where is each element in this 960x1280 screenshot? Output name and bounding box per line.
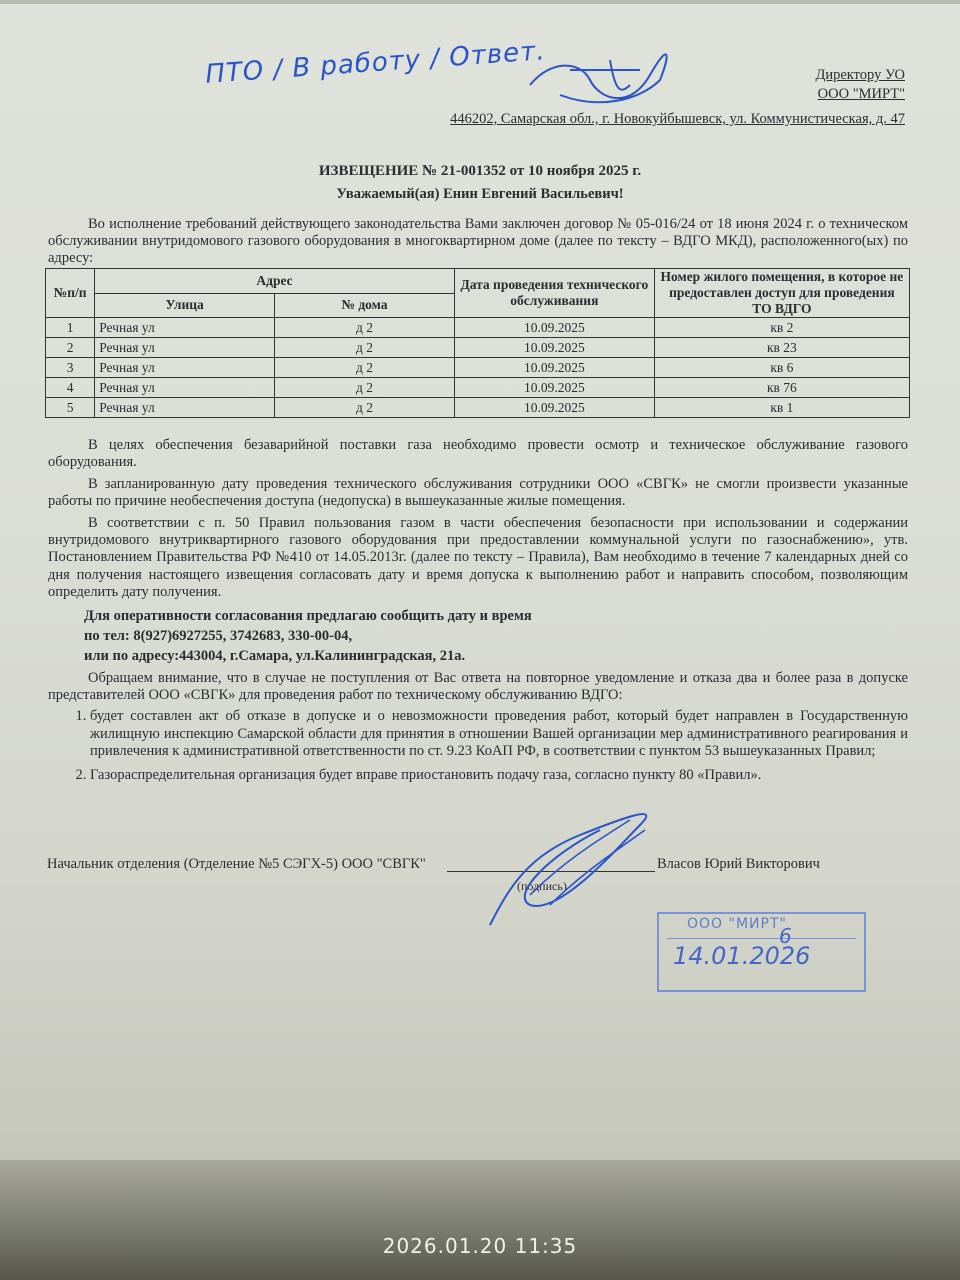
- table-header-house: № дома: [275, 293, 455, 318]
- addressee-block: [450, 66, 905, 129]
- signature-scribble: [470, 795, 680, 935]
- signer-name: Власов Юрий Викторович: [657, 856, 820, 872]
- intro-paragraph: Во исполнение требований действующего законодательства Вами заключен договор № 05-016/24 от 18 июня 2024 г. о техническом обслуживании внутридомового газового оборудования в многоквартирном доме (далее по тексту – ВДГО МКД), расположенного(ых) по адресу:: [48, 216, 908, 266]
- notice-title: ИЗВЕЩЕНИЕ № 21-001352 от 10 ноября 2025 г.: [318, 163, 642, 179]
- table-row: [46, 378, 910, 398]
- contact-phones: по тел: 8(927)6927255, 3742683, 330-00-04,: [84, 627, 353, 644]
- table-header-date: Дата проведения технического обслуживания: [454, 269, 654, 318]
- handwritten-resolution: ПТО / В работу / Ответ.: [204, 36, 547, 90]
- addressee-line-1: Директору УО: [815, 67, 905, 83]
- contact-address: или по адресу:443004, г.Самара, ул.Калининградская, 21а.: [84, 647, 466, 664]
- list-item: 2. Газораспределительная организация будет вправе приостановить подачу газа, согласно пункту 80 «Правил».: [90, 767, 908, 784]
- row-house: д 2: [275, 398, 455, 418]
- row-number: 4: [46, 378, 95, 398]
- stamp-date: 14.01.2026: [673, 942, 811, 970]
- notice-greeting: Уважаемый(ая) Енин Евгений Васильевич!: [336, 186, 624, 202]
- contact-heading: Для оперативности согласования предлагаю сообщить дату и время: [84, 607, 532, 624]
- row-number: 5: [46, 398, 95, 418]
- row-date: 10.09.2025: [454, 358, 654, 378]
- service-table: [45, 268, 910, 418]
- row-room: кв 2: [654, 318, 909, 338]
- row-street: Речная ул: [95, 358, 275, 378]
- row-street: Речная ул: [95, 378, 275, 398]
- row-room: кв 23: [654, 338, 909, 358]
- row-number: 3: [46, 358, 95, 378]
- addressee-line-2: ООО "МИРТ": [817, 86, 905, 102]
- stamp-number: 6: [779, 924, 792, 948]
- signature-caption: (подпись): [517, 879, 567, 893]
- table-header-room: Номер жилого помещения, в которое не предоставлен доступ для проведения ТО ВДГО: [654, 269, 909, 318]
- consequences-list: [48, 708, 908, 784]
- table-header-num: №п/п: [46, 269, 95, 318]
- notice-body: [48, 437, 908, 790]
- stamp-org: ООО "МИРТ": [687, 916, 787, 932]
- row-house: д 2: [275, 358, 455, 378]
- list-item: 1. будет составлен акт об отказе в допуске и о невозможности проведения работ, который будет направлен в Государственную жилищную инспекцию Самарской области для принятия в отношении Вашей организации мер административного реагирования и привлечения к административной ответственности по ст. 9.23 КоАП РФ, в соответствии с пунктом 53 вышеуказанных Правил;: [90, 708, 908, 760]
- table-header-address: Адрес: [95, 269, 455, 294]
- incoming-stamp: [657, 912, 866, 992]
- row-street: Речная ул: [95, 338, 275, 358]
- row-number: 2: [46, 338, 95, 358]
- paragraph-safety: В целях обеспечения безаварийной поставки газа необходимо провести осмотр и техническое обслуживание газового оборудования.: [48, 437, 908, 471]
- paragraph-rules: В соответствии с п. 50 Правил пользования газом в части обеспечения безопасности при использовании и содержании внутридомового внутриквартирного газового оборудования при предоставлении коммунальной услуги по газоснабжению», утв. Постановлением Правительства РФ №410 от 14.05.2013г. (далее по тексту – Правила), Вам необходимо в течение 7 календарных дней со дня получения настоящего извещения согласовать дату и время допуска к выполнению работ и направить способом, позволяющим определить дату получения.: [48, 514, 908, 601]
- paragraph-warning: Обращаем внимание, что в случае не поступления от Вас ответа на повторное уведомление и отказа два и более раза в допуске представителей ООО «СВГК» для проведения работ по техническому обслуживанию ВДГО:: [48, 669, 908, 704]
- row-house: д 2: [275, 378, 455, 398]
- paragraph-no-access: В запланированную дату проведения технического обслуживания сотрудники ООО «СВГК» не смогли произвести указанные работы по причине необеспечения доступа (недопуска) в вышеуказанные жилые помещения.: [48, 475, 908, 510]
- table-row: [46, 398, 910, 418]
- page-edge: [0, 0, 960, 4]
- row-street: Речная ул: [95, 318, 275, 338]
- row-room: кв 6: [654, 358, 909, 378]
- row-room: кв 76: [654, 378, 909, 398]
- table-row: [46, 338, 910, 358]
- row-street: Речная ул: [95, 398, 275, 418]
- row-house: д 2: [275, 338, 455, 358]
- photo-timestamp: 2026.01.20 11:35: [382, 1234, 578, 1258]
- row-date: 10.09.2025: [454, 378, 654, 398]
- row-date: 10.09.2025: [454, 338, 654, 358]
- stamp-divider: [667, 938, 856, 939]
- addressee-line-3: 446202, Самарская обл., г. Новокуйбышевск, ул. Коммунистическая, д. 47: [450, 111, 905, 127]
- row-room: кв 1: [654, 398, 909, 418]
- row-number: 1: [46, 318, 95, 338]
- table-row: [46, 358, 910, 378]
- table-header-street: Улица: [95, 293, 275, 318]
- signer-position: Начальник отделения (Отделение №5 СЭГХ-5) ООО "СВГК": [47, 856, 426, 872]
- row-date: 10.09.2025: [454, 318, 654, 338]
- row-date: 10.09.2025: [454, 398, 654, 418]
- table-row: [46, 318, 910, 338]
- table-surface: [0, 1160, 960, 1280]
- row-house: д 2: [275, 318, 455, 338]
